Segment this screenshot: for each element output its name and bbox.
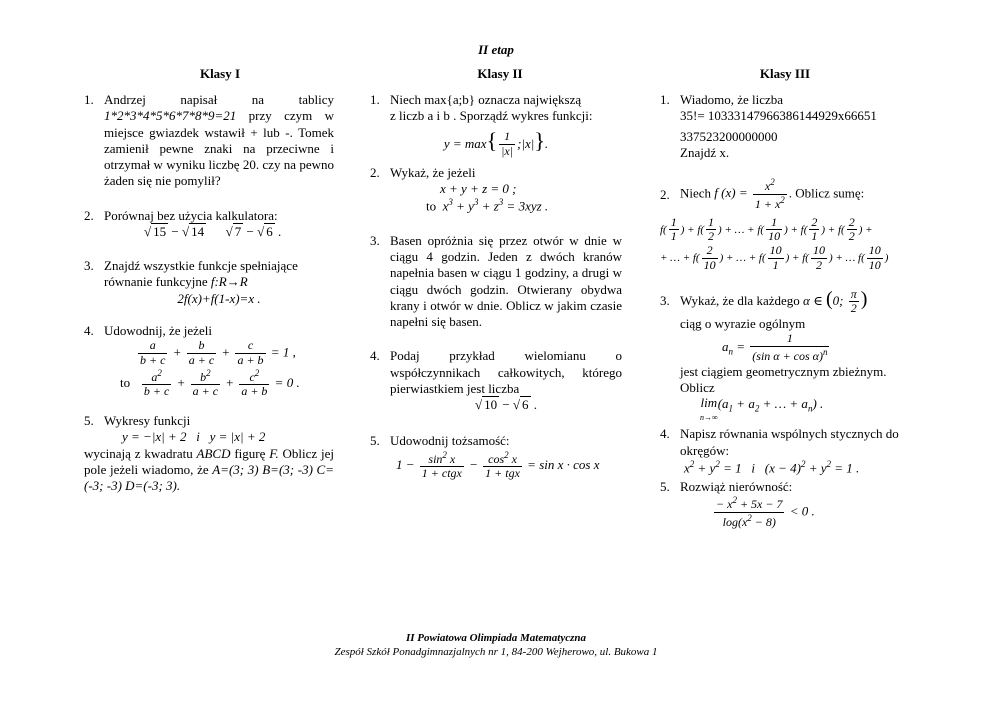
problem-3-4 [660,426,920,476]
problem-number: 2. [84,207,94,223]
problem-text-part: Niech [680,185,712,201]
problem-2-3 [370,233,622,331]
problem-math: 2f(x)+f(1-x)=x . [177,290,261,306]
problem-expression: F. [269,445,279,461]
problem-number: 2. [660,187,670,202]
problem-text-part: to [120,374,131,390]
problem-text: Znajdź x. [680,144,730,160]
problem-text-part: figurę [234,445,266,461]
problem-expression: f:R→R [210,274,248,290]
problem-text: Napisz równania wspólnych stycznych do okręgów: [680,426,899,458]
problem-text [84,92,334,190]
problem-3-1 [660,92,920,161]
problem-text: ciąg o wyrazie ogólnym [680,316,806,332]
problem-number: 4. [84,322,94,338]
problem-text-part: wycinają z kwadratu [84,445,193,461]
problem-text: Udowodnij, że jeżeli [104,322,212,338]
stage-title: II etap [478,42,514,57]
problem-text: Rozwiąż nierówność: [680,478,793,494]
problem-1-3 [84,258,334,307]
problem-text-part: to [426,198,437,214]
problem-number: 3. [660,292,670,308]
problem-math: x + y + z = 0 ; [440,181,517,197]
problem-text-part: Andrzej napisał na tablicy [104,92,334,107]
problem-math: √ 10 − √ 6 . [474,397,538,413]
problem-2-4 [370,348,622,413]
problem-math: lim $n\to\infty(a_1 + a_2$ + … + $a_n$) . [700,395,824,423]
problem-math: $\frac{- x^2 + 5x - 7}{\log(x^2 - 8)}$ < 0 . [716,494,815,529]
problem-number: 3. [84,258,94,273]
problem-math: + … + f( $\frac{2}{10}$ ) + … + f( $\frac{10}{1}$ ) + f( $\frac{10}{2}$ ) + … f( $\frac{10}{10}$ ) [660,243,889,272]
problem-number: 5. [84,413,94,429]
problem-number: 1. [660,92,670,107]
problem-text-part: Wykaż, że dla każdego [680,292,800,308]
problem-math: √ 15 − √ 14 √ 7 − √ 6 . [144,223,282,239]
problem-number: 3. [370,232,380,248]
problem-text: Wykaż, że dla każdego α ∈ (0; $\frac{\pi}{2}$ ) [680,286,868,316]
problem-text: Wykresy funkcji [104,413,191,429]
problem-math: to $x^3 + y^3 + z^3 = 3xyz$ . [426,197,549,214]
problem-math: to $\frac{a^2}{b + c}$ + $\frac{b^2}{a + c}$ + $\frac{c^2}{a + b}$ = 0 . [120,367,300,399]
problem-1-4 [84,323,334,399]
problem-text: Wiadomo, że liczba [680,92,784,107]
problem-text: Udowodnij tożsamość: [390,433,510,449]
problem-expression: 1*2*3*4*5*6*7*8*9=21 [104,108,237,124]
problem-math: y = −|x| + 2 i y = |x| + 2 [122,429,266,445]
problem-text: Porównaj bez użycia kalkulatora: [104,207,278,223]
problem-2-5 [370,433,622,481]
problem-math: $x^2 + y^2 = 1$ i $(x - 4)^2 + y^2 = 1$ . [684,458,860,476]
problem-text: Niech f (x) = $\frac{x^2}{1 + x^2}$ . Oblicz sumę: [680,177,865,211]
problem-3-3 [660,287,920,423]
problem-text-part: przy czym w miejsce gwiazdek wstawił + lub -. Tomek zamienił pewne znaki na przeciwne i otrzymał w wyniku liczbę 20. czy na pewno żaden się nie pomylił? [104,108,334,189]
footer-address: Zespół Szkół Ponadgimnazjalnych nr 1, 84-200 Wejherowo, ul. Bukowa 1 [334,646,658,658]
footer-title: II Powiatowa Olimpiada Matematyczna [406,632,586,644]
problem-text [84,446,334,495]
problem-math: 35!= 10333147966386144929x66651 [680,108,877,124]
column-class-3 [660,92,920,529]
problem-text: Wykaż, że jeżeli [390,164,476,180]
problem-text: Podaj przykład wielomianu o współczynnikach całkowitych, którego pierwiastkiem jest liczba [390,348,622,396]
problem-math: 1 − $\frac{\sin^2 x}{\text{1 + ctgx}}$ − $\frac{\cos^2 x}{\text{1 + tgx}}$ = sin x · cos x [396,449,600,481]
problem-text: z liczb a i b . Sporządź wykres funkcji: [390,108,593,124]
problem-number: 1. [84,92,94,107]
column-class-2 [370,92,622,481]
problem-number: 4. [370,348,380,364]
problem-3-5 [660,479,920,530]
problem-number: 5. [370,433,380,449]
column-class-1 [84,92,334,494]
problem-text: jest ciągiem geometrycznym zbieżnym. Oblicz [680,363,887,396]
column-heading-class-3: Klasy III [759,66,811,81]
problem-2-2 [370,165,622,215]
problem-text-part: Oblicz jej pole jeżeli wiadomo, że [84,445,335,477]
problem-1-2 [84,208,334,241]
problem-expression: ABCD [196,445,231,461]
problem-text-part: i [751,460,755,476]
problem-1-1 [84,92,334,190]
problem-math: $a_n$ = $\frac{1}{(\sin \alpha + \cos \alpha)^n}$ [722,331,828,364]
problem-text-part: . Oblicz sumę: [788,185,865,201]
problem-math: $\frac{a}{b + c}$ + $\frac{b}{a + c}$ + $\frac{c}{a + b}$ = 1 , [140,338,296,367]
problem-math: 337523200000000 [680,128,778,144]
problem-number: 2. [370,164,380,180]
problem-text [84,258,334,291]
problem-text: Basen opróżnia się przez otwór w dnie w ciągu 4 godzin. Jeden z dwóch kranów napełnia basen w ciągu 1 godziny, a drugi w ciągu dwóch godzin. Otwierany obydwa krany i otwór w dnie. Oblicz w jakim czasie napełni się basen. [390,232,622,330]
column-heading-class-2: Klasy II [477,66,523,81]
problem-expression: A=(3; 3) B=(3; -3) C=(-3; -3) D=(-3; 3). [84,461,334,494]
column-heading-class-1: Klasy I [199,66,241,81]
problem-3-2 [660,177,920,273]
problem-2-1 [370,92,622,159]
problem-number: 4. [660,426,670,442]
problem-text: Niech max{a;b} oznacza największą [390,92,582,107]
problem-number: 1. [370,92,380,107]
problem-text-part: Znajdź wszystkie funkcje spełniające równanie funkcyjne [104,258,298,290]
problem-math: y = max{ $\frac{1}{|x|}$ ;|x|}. [443,127,549,159]
problem-math: f( $\frac{1}{1}$ ) + f( $\frac{1}{2}$ ) + … + f( $\frac{1}{10}$ ) + f( $\frac{2}{1}$ ) + f( $\frac{2}{2}$ ) + [660,214,873,244]
problem-text-part: i [196,429,200,445]
problem-number: 5. [660,478,670,494]
problem-1-5 [84,413,334,494]
